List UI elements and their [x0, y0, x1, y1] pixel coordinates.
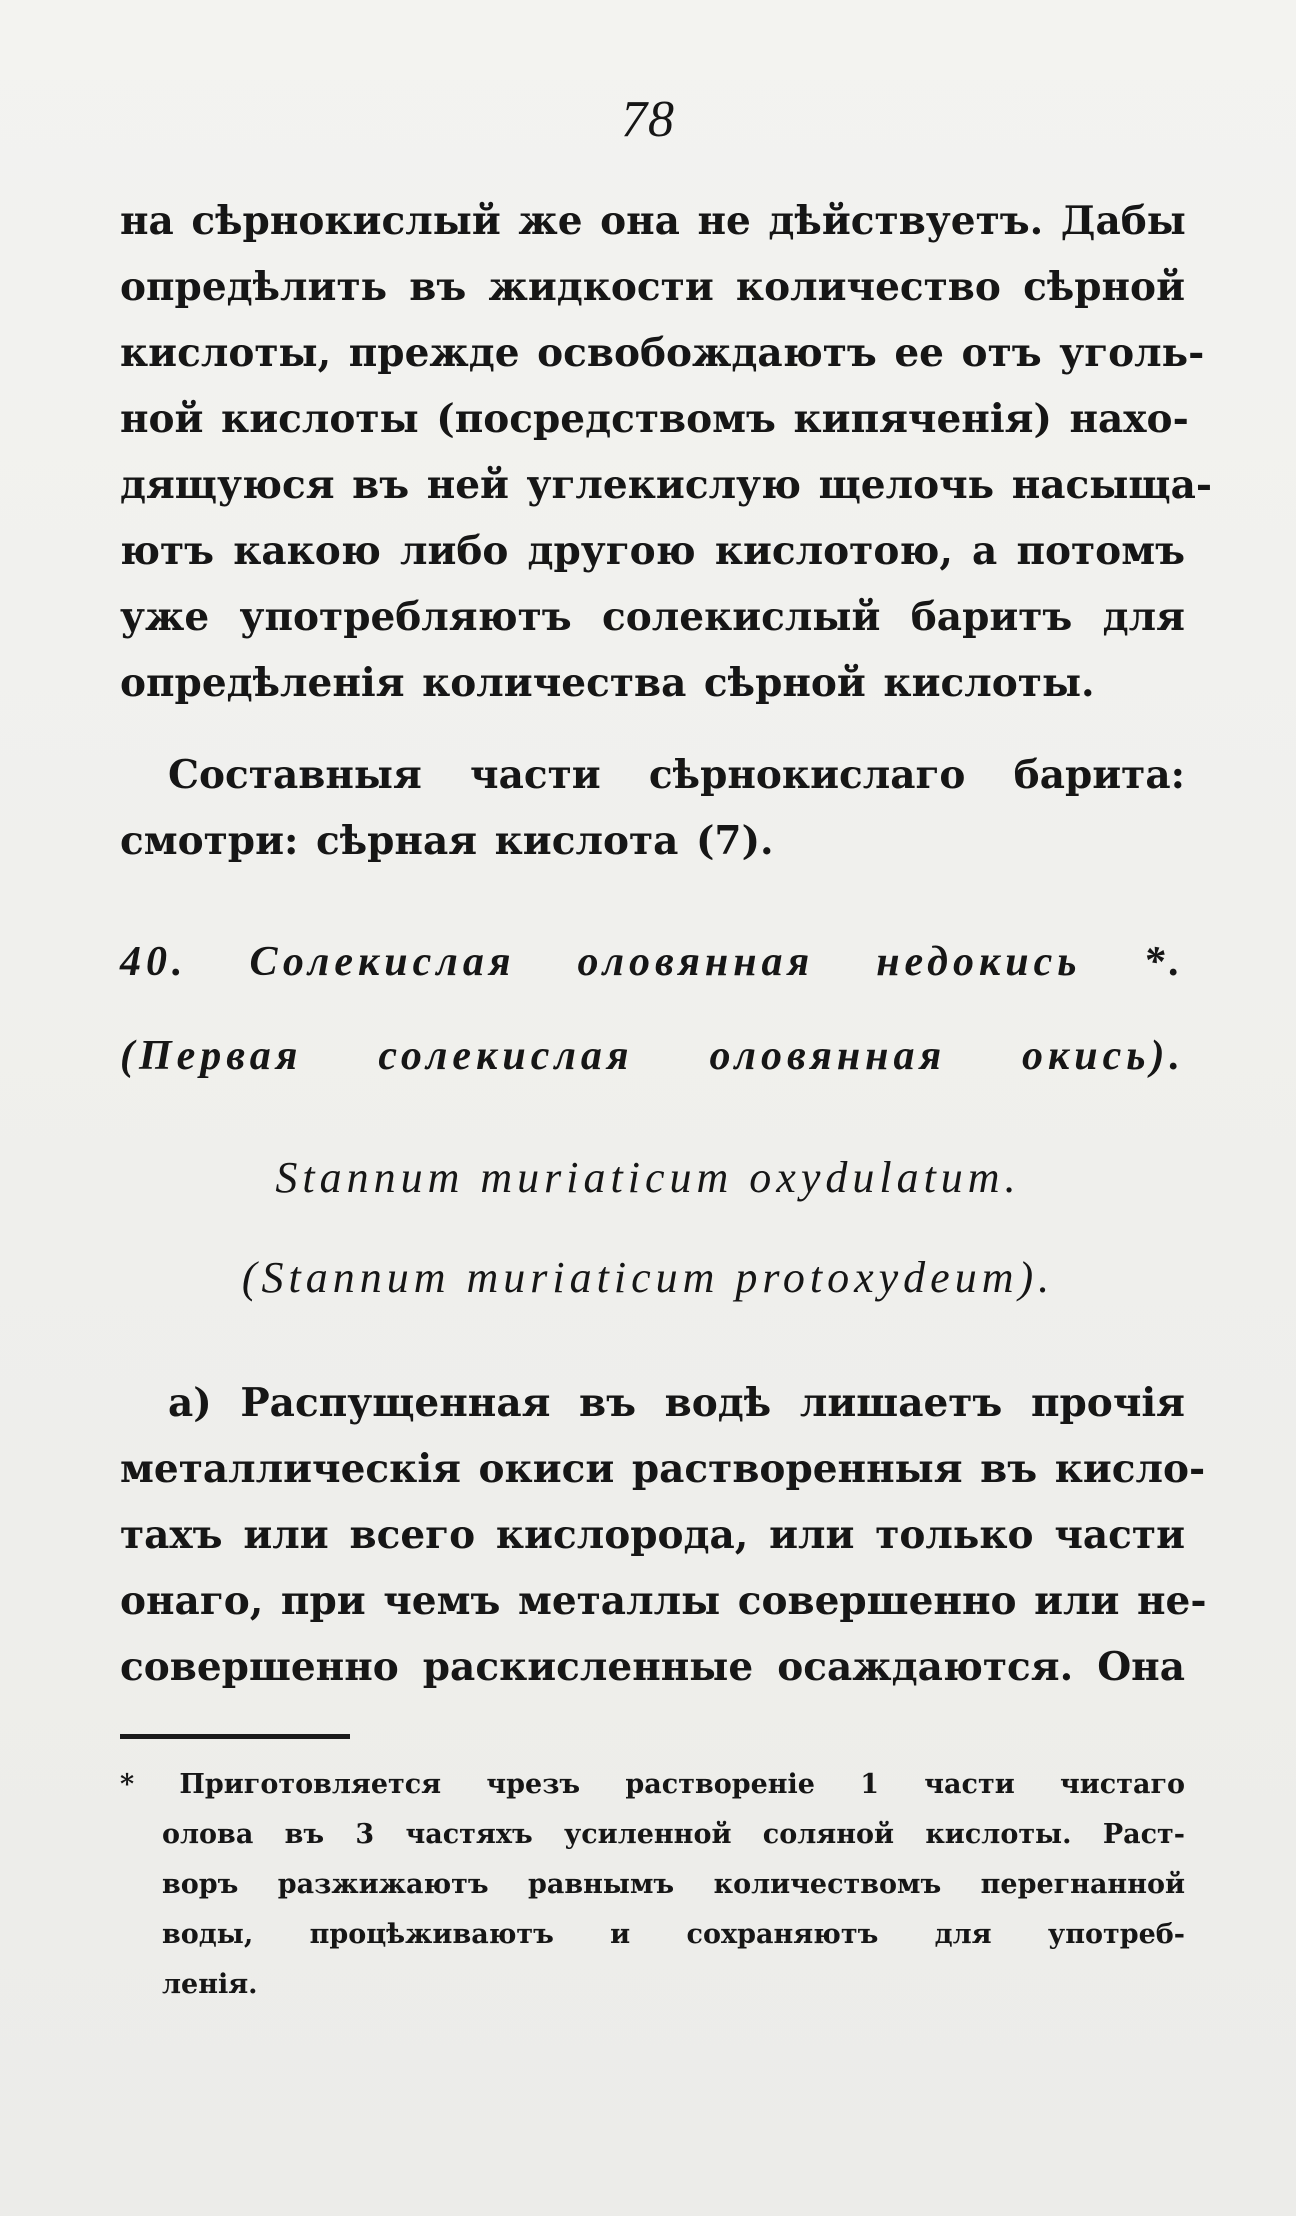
paragraph-a — [120, 1370, 1207, 1700]
text-line: ютъ какою либо другою кислотою, а потомъ — [120, 528, 1185, 574]
text-line: уже употребляютъ солекислый баритъ для — [120, 594, 1185, 640]
text-line: металлическія окиси растворенныя въ кисло- — [120, 1446, 1206, 1492]
footnote-divider — [120, 1734, 350, 1739]
footnote-line: воды, процѣживаютъ и сохраняютъ для употреб- — [162, 1919, 1185, 1950]
text-line: ной кислоты (посредствомъ кипяченія) нахо- — [120, 396, 1189, 442]
text-line: а) Распущенная въ водѣ лишаетъ прочія — [168, 1380, 1185, 1426]
paragraph-continuation — [120, 188, 1213, 716]
latin-name: Stannum muriaticum oxydulatum. — [275, 1153, 1021, 1202]
footnote-line: воръ разжижаютъ равнымъ количествомъ перегнанной — [162, 1869, 1185, 1900]
text-line: на сѣрнокислый же она не дѣйствуетъ. Дабы — [120, 198, 1186, 244]
text-line: Составныя части сѣрнокислаго барита: — [168, 752, 1185, 798]
footnote-line: * Приготовляется чрезъ раствореніе 1 части чистаго — [120, 1769, 1185, 1800]
text-line: онаго, при чемъ металлы совершенно или не- — [120, 1578, 1207, 1624]
footnote-line: ленія. — [162, 1969, 258, 2000]
text-line: кислоты, прежде освобождаютъ ее отъ уголь- — [120, 330, 1205, 376]
section-subheading: (Первая солекислая оловянная окись). — [120, 1033, 1185, 1079]
page-number: 78 — [621, 91, 675, 148]
text-line: тахъ или всего кислорода, или только части — [120, 1512, 1185, 1558]
footnote — [120, 1760, 1185, 2010]
latin-alt-name: (Stannum muriaticum protoxydeum). — [241, 1253, 1055, 1302]
section-heading: 40. Солекислая оловянная недокись *. — [120, 939, 1185, 985]
text-line: смотри: сѣрная кислота (7). — [120, 818, 774, 864]
text-line: опредѣленія количества сѣрной кислоты. — [120, 660, 1095, 706]
footnote-line: олова въ 3 частяхъ усиленной соляной кислоты. Раст- — [162, 1819, 1185, 1850]
paragraph-components — [120, 742, 1185, 874]
text-line: совершенно раскисленные осаждаются. Она — [120, 1644, 1185, 1690]
text-line: дящуюся въ ней углекислую щелочь насыща- — [120, 462, 1213, 508]
text-line: опредѣлить въ жидкости количество сѣрной — [120, 264, 1185, 310]
